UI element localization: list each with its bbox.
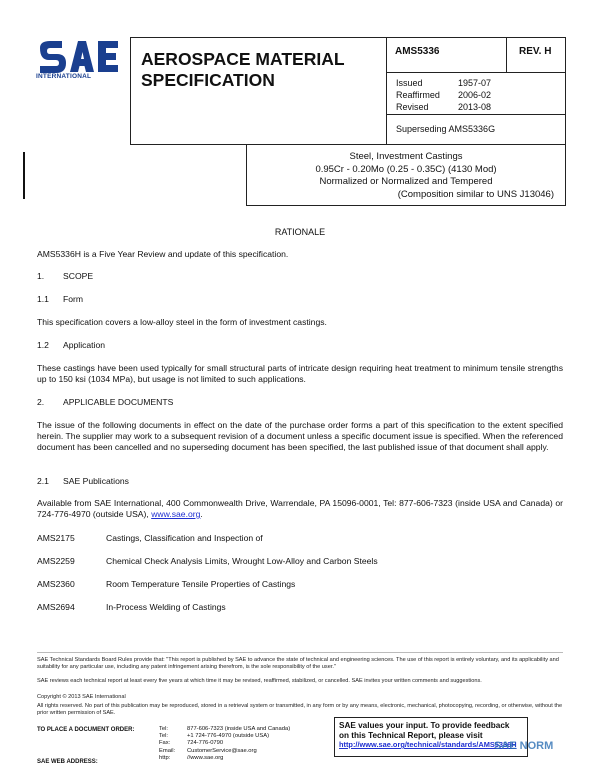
phone-inside: 877-606-7323 (inside USA and Canada) — [187, 726, 291, 732]
availability-text: Available from SAE International, 400 Commonwealth Drive, Warrendale, PA 15096-0001, Tel: 877-606-7323 (inside USA and Canada) or 724-776-4970 (outside USA), — [37, 498, 563, 519]
reference-title: Chemical Check Analysis Limits, Wrought Low-Alloy and Carbon Steels — [106, 556, 378, 566]
order-label: TO PLACE A DOCUMENT ORDER: — [37, 727, 135, 733]
contact-key: Email: — [159, 747, 176, 754]
title-line: Steel, Investment Castings — [349, 151, 463, 162]
section-title: SAE Publications — [63, 476, 129, 486]
issued-label: Issued — [396, 78, 423, 88]
feedback-link[interactable]: http://www.sae.org/technical/standards/AMS5336H — [339, 740, 517, 749]
reference-code: AMS2694 — [37, 602, 75, 612]
document-number: AMS5336 — [395, 46, 440, 57]
header-divider — [506, 37, 507, 72]
section-title: Application — [63, 340, 106, 350]
spec-type-line: AEROSPACE MATERIAL — [141, 49, 345, 69]
web-address-label: SAE WEB ADDRESS: — [37, 759, 98, 765]
section-heading — [37, 340, 105, 351]
copyright-text: Copyright © 2013 SAE International — [37, 694, 126, 700]
section-text: This specification covers a low-alloy steel in the form of investment castings. — [37, 317, 327, 327]
section-number: 1.2 — [37, 340, 49, 350]
logo-text: INTERNATIONAL — [36, 73, 92, 80]
section-number: 2. — [37, 397, 45, 407]
email-address[interactable]: CustomerService@sae.org — [187, 747, 257, 754]
rationale-heading: RATIONALE — [274, 227, 326, 237]
feedback-text: on this Technical Report, please visit — [339, 730, 483, 740]
section-heading — [37, 397, 173, 408]
spec-type-line: SPECIFICATION — [141, 70, 275, 90]
title-line: 0.95Cr - 0.20Mo (0.25 - 0.35C) (4130 Mod) — [315, 163, 497, 175]
document-title — [246, 151, 566, 201]
revision-label: REV. H — [519, 46, 552, 57]
header-divider — [386, 114, 566, 115]
contact-key: Fax: — [159, 740, 171, 747]
contact-key: http: — [159, 754, 171, 761]
section-heading — [37, 294, 83, 305]
section-number: 1.1 — [37, 294, 49, 304]
footer-rule — [37, 652, 563, 653]
policy-text: SAE Technical Standards Board Rules provide that: "This report is published by SAE to advance the state of technical and engineering sciences. The use of this report is entirely voluntary, and its applicability and suitability for any particular use, including any patent infringement arising therefrom, is the sole responsibility of the user." — [37, 657, 559, 670]
section-number: 2.1 — [37, 476, 49, 486]
reaffirmed-date: 2006-02 — [458, 90, 492, 100]
section-heading — [37, 271, 93, 282]
contact-key: Tel: — [159, 733, 169, 740]
section-title: Form — [63, 294, 84, 304]
section-title: APPLICABLE DOCUMENTS — [63, 397, 174, 407]
sae-website-link[interactable]: www.sae.org — [151, 509, 201, 519]
revised-label: Revised — [396, 102, 429, 112]
review-text: SAE reviews each technical report at least every five years at which time it may be revised, reaffirmed, stabilized, or cancelled. SAE invites your written comments and suggestions. — [37, 678, 482, 684]
order-contacts — [159, 726, 290, 762]
feedback-text: SAE values your input. To provide feedback — [339, 721, 510, 730]
reference-code: AMS2259 — [37, 556, 75, 566]
title-line: (Composition similar to UNS J13046) — [397, 188, 554, 200]
rights-text: All rights reserved. No part of this publication may be reproduced, stored in a retrieval system or transmitted, in any form or by any means, electronic, mechanical, photocopying, recording, or otherwise, without the prior written permission of SAE. — [37, 703, 563, 716]
section-text: These castings have been used typically for small structural parts of intricate design requiring heat treatment to minimum tensile strengths up to 150 ksi (1034 MPa), but usage is not limited to such applications. — [37, 363, 563, 384]
contact-key: Tel: — [159, 726, 169, 732]
title-line: Normalized or Normalized and Tempered — [319, 176, 493, 187]
watermark: SAE NORM — [494, 740, 554, 752]
header-divider — [386, 72, 566, 73]
superseding-text: Superseding AMS5336G — [396, 124, 496, 134]
reaffirmed-label: Reaffirmed — [396, 90, 440, 100]
spec-type-title — [141, 49, 381, 91]
revised-date: 2013-08 — [458, 102, 492, 112]
section-text: The issue of the following documents in effect on the date of the purchase order forms a part of this specification to the extent specified herein. The supplier may work to a subsequent revision of a document unless a specific document issue is specified. When the referenced document has been cancelled and no superseding document has been specified, the last published issue of that document shall apply. — [37, 420, 563, 452]
section-text — [37, 498, 563, 520]
section-title: SCOPE — [63, 271, 94, 281]
reference-code: AMS2360 — [37, 579, 75, 589]
reference-code: AMS2175 — [37, 533, 75, 543]
reference-title: Castings, Classification and Inspection of — [106, 533, 263, 543]
phone-outside: +1 724-776-4970 (outside USA) — [187, 733, 270, 740]
section-number: 1. — [37, 271, 45, 281]
web-address[interactable]: //www.sae.org — [187, 754, 224, 761]
issue-dates — [396, 77, 491, 113]
availability-end: . — [200, 509, 203, 519]
rationale-text: AMS5336H is a Five Year Review and update of this specification. — [37, 249, 289, 259]
section-heading — [37, 476, 129, 487]
change-bar — [23, 152, 25, 199]
reference-title: Room Temperature Tensile Properties of Castings — [106, 579, 296, 589]
issued-date: 1957-07 — [458, 78, 492, 88]
reference-title: In-Process Welding of Castings — [106, 602, 226, 612]
fax-number: 724-776-0790 — [187, 740, 224, 747]
header-divider — [386, 37, 387, 145]
